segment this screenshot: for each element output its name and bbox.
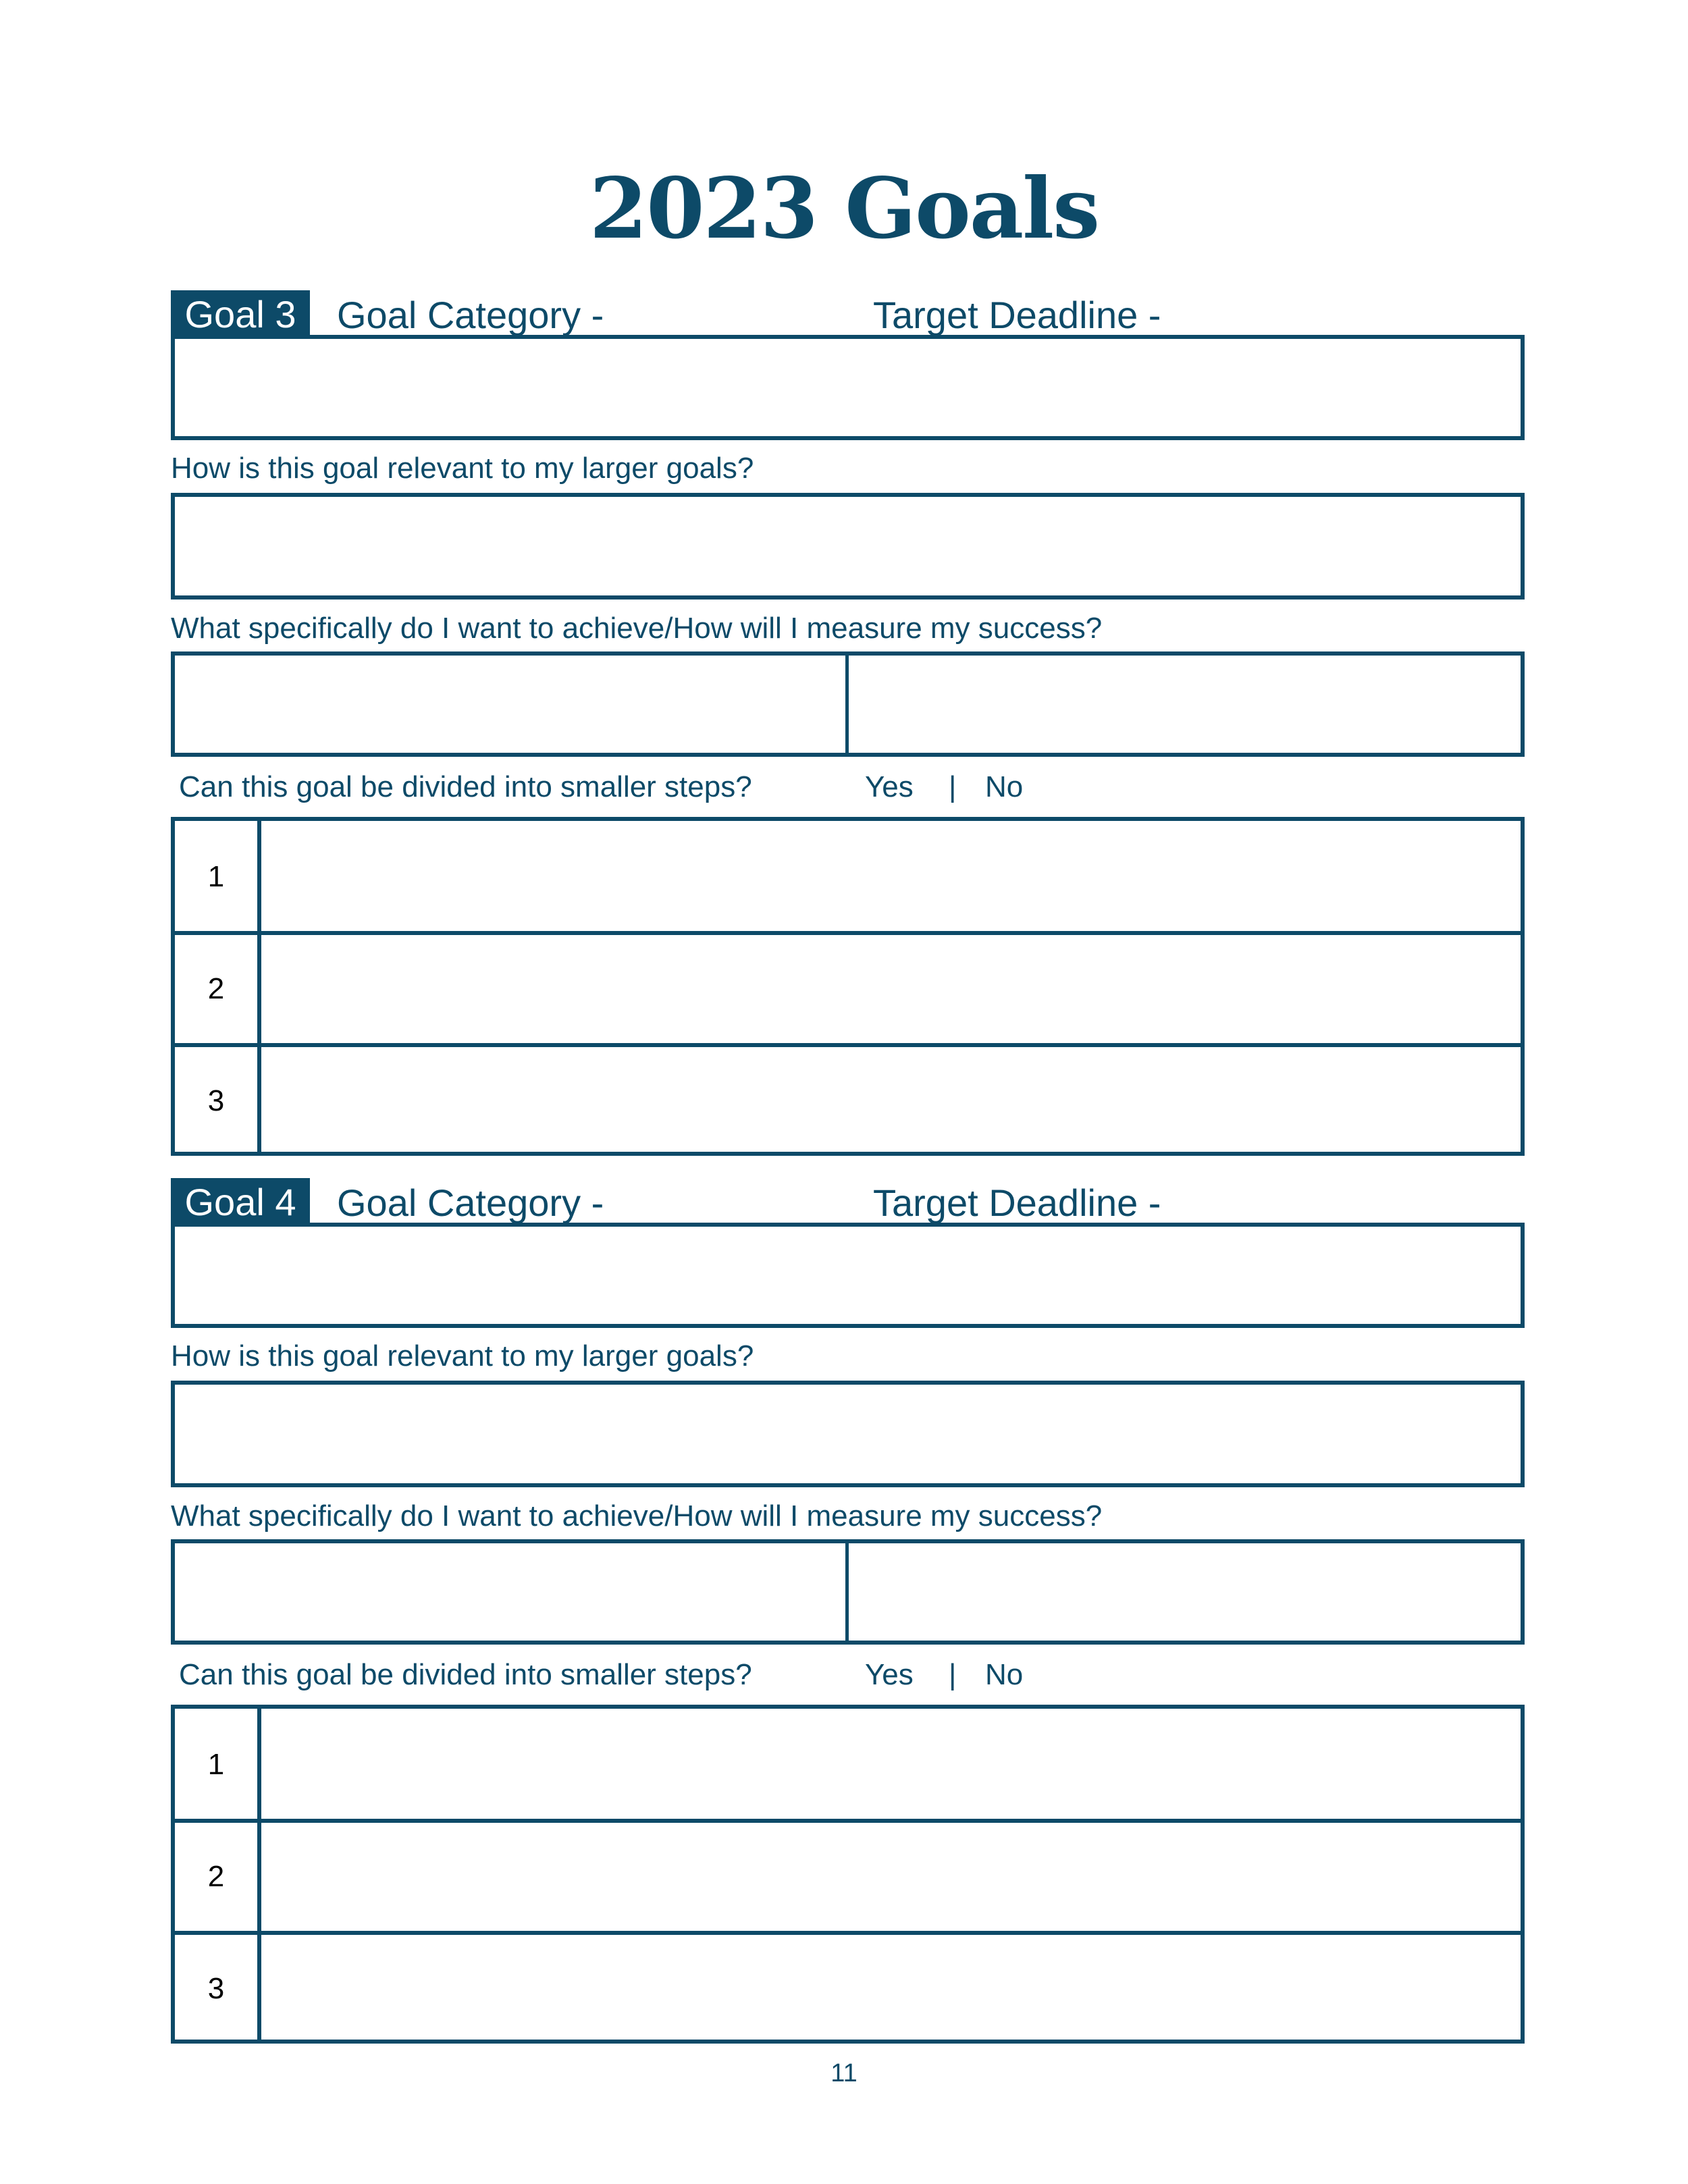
step-input[interactable]: [261, 1709, 1521, 1821]
yes-no-separator: |: [949, 1658, 957, 1691]
goal-description-input[interactable]: [175, 339, 1521, 436]
relevance-input[interactable]: [175, 497, 1521, 595]
measure-input[interactable]: [849, 1543, 1521, 1641]
measure-box: [171, 1539, 1525, 1645]
steps-table: [171, 1705, 1525, 2044]
step-input[interactable]: [261, 1823, 1521, 1931]
achieve-input[interactable]: [175, 656, 845, 753]
divide-question: Can this goal be divided into smaller steps?: [179, 1658, 752, 1691]
goal-category-label: Goal Category -: [337, 1181, 604, 1224]
no-option[interactable]: No: [985, 770, 1024, 803]
relevance-question: How is this goal relevant to my larger goals?: [171, 1339, 754, 1373]
step-row: [175, 1931, 1521, 2043]
goal-description-box: [171, 1223, 1525, 1328]
specific-question: What specifically do I want to achieve/How will I measure my success?: [171, 612, 1103, 645]
step-row: [175, 1819, 1521, 1931]
step-input[interactable]: [261, 1935, 1521, 2043]
step-row: [175, 1709, 1521, 1821]
step-number: 1: [175, 1709, 261, 1821]
step-number: 3: [175, 1047, 261, 1155]
yes-no-separator: |: [949, 770, 957, 803]
step-row: [175, 931, 1521, 1043]
goal-tag: Goal 3: [171, 290, 310, 338]
page-title: 2023 Goals: [589, 160, 1099, 258]
relevance-box: [171, 1381, 1525, 1487]
page-number: 11: [830, 2059, 858, 2087]
step-input[interactable]: [261, 1047, 1521, 1155]
measure-input[interactable]: [849, 656, 1521, 753]
goal-category-label: Goal Category -: [337, 294, 604, 336]
goal-header: [171, 290, 1525, 338]
divide-question: Can this goal be divided into smaller steps?: [179, 770, 752, 803]
achieve-input[interactable]: [175, 1543, 845, 1641]
target-deadline-label: Target Deadline -: [873, 294, 1161, 336]
goal-header: [171, 1178, 1525, 1225]
relevance-input[interactable]: [175, 1385, 1521, 1483]
measure-box: [171, 651, 1525, 757]
goal-description-box: [171, 335, 1525, 440]
step-input[interactable]: [261, 935, 1521, 1043]
goal-tag: Goal 4: [171, 1178, 310, 1225]
no-option[interactable]: No: [985, 1658, 1024, 1691]
yes-option[interactable]: Yes: [865, 1658, 914, 1691]
relevance-box: [171, 493, 1525, 600]
step-input[interactable]: [261, 821, 1521, 933]
goal-description-input[interactable]: [175, 1227, 1521, 1324]
target-deadline-label: Target Deadline -: [873, 1181, 1161, 1224]
relevance-question: How is this goal relevant to my larger goals?: [171, 452, 754, 485]
step-number: 3: [175, 1935, 261, 2043]
specific-question: What specifically do I want to achieve/How will I measure my success?: [171, 1499, 1103, 1533]
step-row: [175, 1043, 1521, 1155]
step-number: 2: [175, 1823, 261, 1931]
yes-option[interactable]: Yes: [865, 770, 914, 803]
step-number: 1: [175, 821, 261, 933]
step-number: 2: [175, 935, 261, 1043]
step-row: [175, 821, 1521, 933]
steps-table: [171, 817, 1525, 1156]
